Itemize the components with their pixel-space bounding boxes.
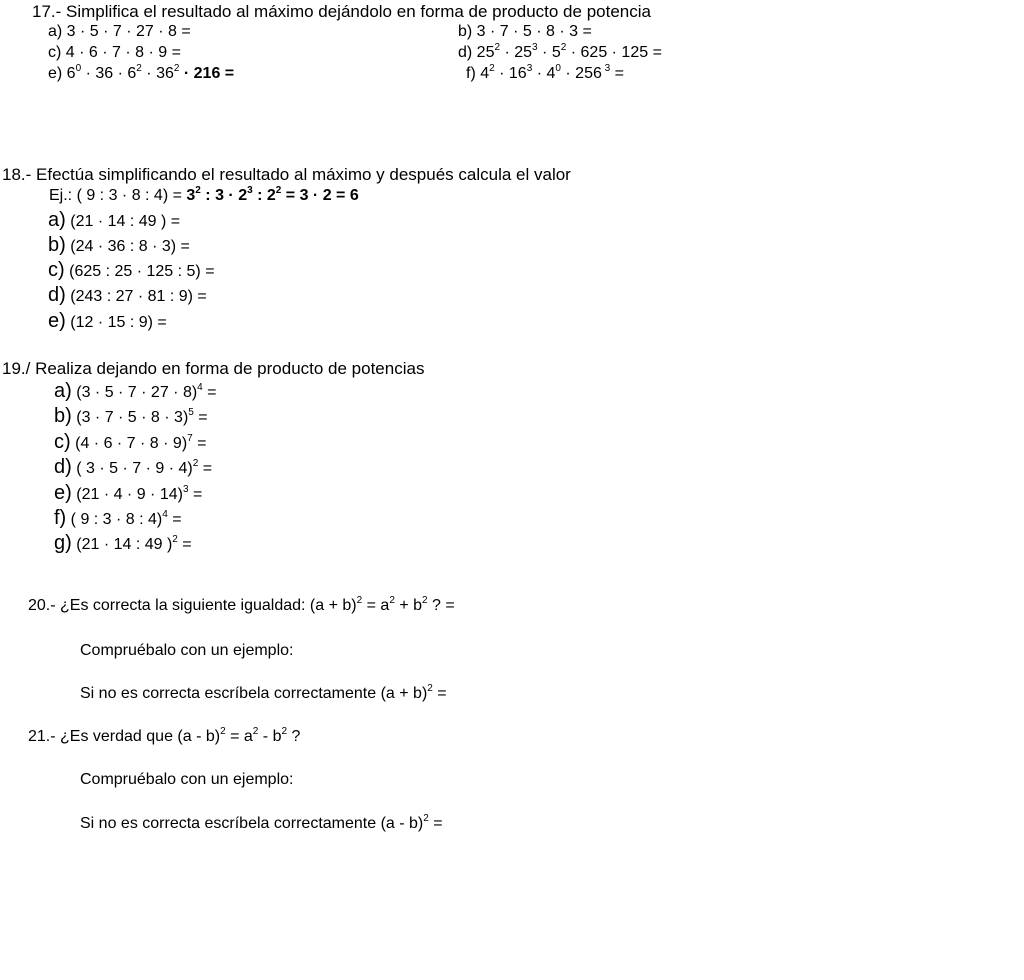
exercise-18-item: a) (21 · 14 : 49 ) = xyxy=(48,209,181,231)
exercise-21-fix: Si no es correcta escríbela correctamente (a - b)$^2$ = xyxy=(80,813,443,832)
exercise-18-item: c) (625 : 25 · 125 : 5) = xyxy=(48,259,215,281)
exercise-21-question: 21.- ¿Es verdad que $(a - b)^2 = a^2 - b^2$ ? xyxy=(28,726,301,745)
exercise-18-title: 18.- Efectúa simplificando el resultado al máximo y después calcula el valor xyxy=(2,165,571,184)
exercise-17-c: c) 4 · 6 · 7 · 8 · 9 = xyxy=(48,44,181,61)
exercise-18-item: b) (24 · 36 : 8 · 3) = xyxy=(48,234,190,256)
exercise-19-item: c) $(4 \cdot 6 \cdot 7 \cdot 8 \cdot 9)^7$ = xyxy=(54,431,207,453)
exercise-17-d: d) $25^2 \cdot 25^3 \cdot 5^2 \cdot 625 \cdot 125$ = xyxy=(458,42,662,61)
exercise-19-item: b) $(3 \cdot 7 \cdot 5 \cdot 8 \cdot 3)^5$ = xyxy=(54,405,208,427)
exercise-18-example: Ej.: ( 9 : 3 · 8 : $4) = 3^2$ : $3 \cdot 2^3$ : $2^2 = 3 \cdot 2 = 6$ xyxy=(49,185,359,204)
exercise-17-b: b) 3 · 7 · 5 · 8 · 3 = xyxy=(458,23,592,40)
exercise-17-title: 17.- Simplifica el resultado al máximo dejándolo en forma de producto de potencia xyxy=(32,2,651,21)
exercise-20-fix: Si no es correcta escríbela correctamente $(a + b)^2$ = xyxy=(80,683,447,702)
exercise-19-item: a) $(3 \cdot 5 \cdot 7 \cdot 27 \cdot 8)^4$ = xyxy=(54,380,217,402)
exercise-19-item: f) ( 9 : 3 · 8 : 4)$^4$ = xyxy=(54,507,182,529)
exercise-21-check: Compruébalo con un ejemplo: xyxy=(80,771,294,788)
exercise-17-e: e) $6^0 \cdot 36 \cdot 6^2 \cdot 36^2 \cdot 216$ = xyxy=(48,63,235,82)
exercise-17-a: a) 3 · 5 · 7 · 27 · 8 = xyxy=(48,23,191,40)
exercise-18-item: e) (12 · 15 : 9) = xyxy=(48,310,167,332)
exercise-19-item: d) ( 3 · 5 · 7 · 9 · 4)$^2$ = xyxy=(54,456,213,478)
exercise-20-check: Compruébalo con un ejemplo: xyxy=(80,642,294,659)
exercise-19-title: 19./ Realiza dejando en forma de producto de potencias xyxy=(2,359,425,378)
exercise-17-f: f) $4^2 \cdot 16^3 \cdot 4^0 \cdot 256$ $^3$ = xyxy=(466,63,625,82)
exercise-19-item: e) $(21 \cdot 4 \cdot 9 \cdot 14)^3$ = xyxy=(54,482,203,504)
exercise-20-question: 20.- ¿Es correcta la siguiente igualdad: $(a + b)^2 = a^2 + b^2$ ? = xyxy=(28,595,455,614)
exercise-18-item: d) (243 : 27 · 81 : 9) = xyxy=(48,284,207,306)
exercise-19-item: g) (21 · 14 : 49 )$^2$ = xyxy=(54,532,192,554)
